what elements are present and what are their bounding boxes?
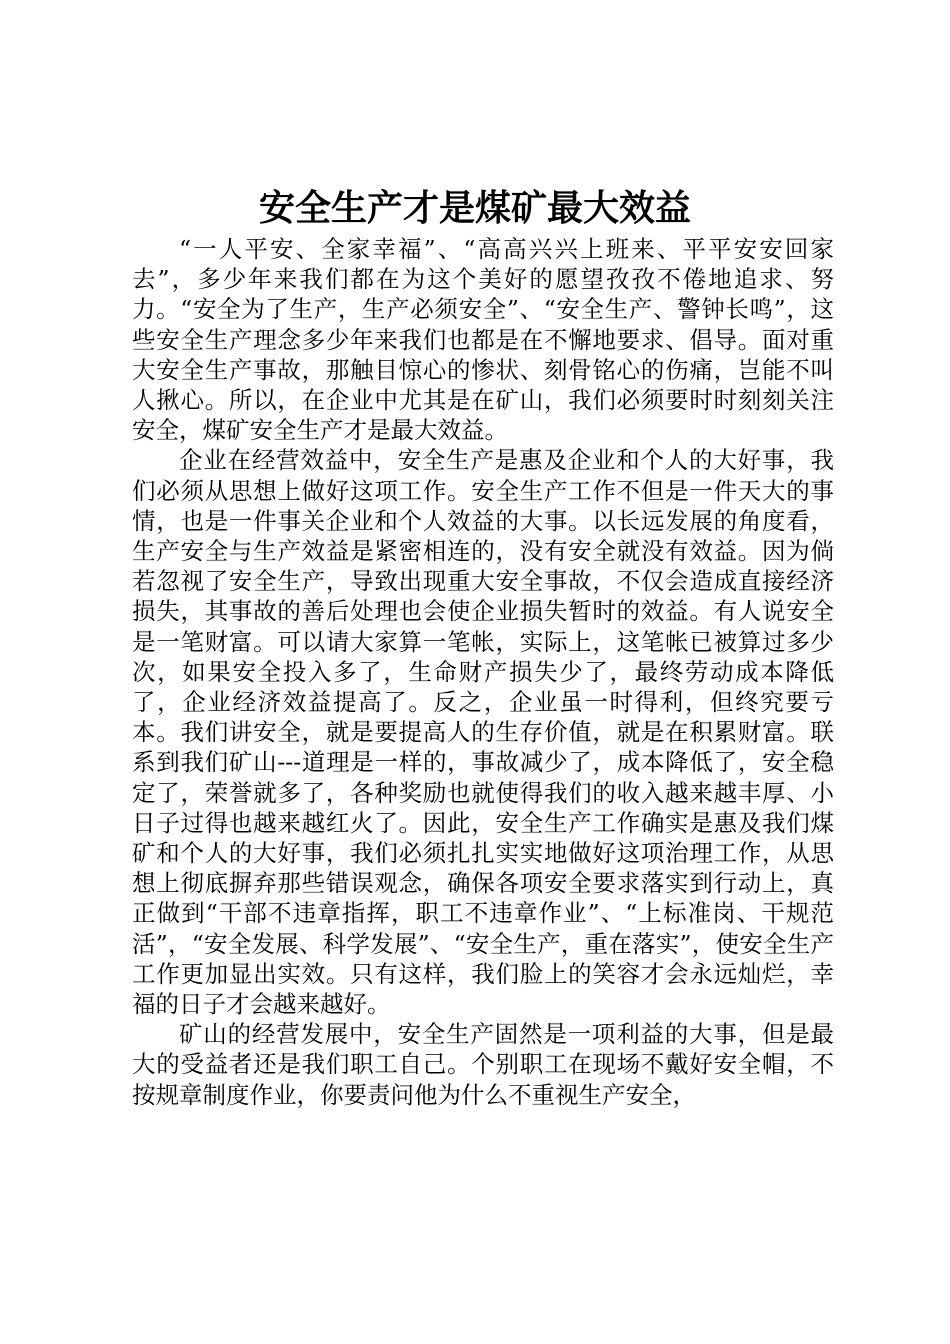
paragraph-1: “一人平安、全家幸福”、“高高兴兴上班来、平平安安回家去”，多少年来我们都在为这个美好的愿望孜孜不倦地追求、努力。“安全为了生产，生产必须安全”、“安全生产、警钟长鸣”，这些安全生产理念多少年来我们也都是在不懈地要求、倡导。面对重大安全生产事故，那触目惊心的惨状、刻骨铭心的伤痛，岂能不叫人揪心。所以，在企业中尤其是在矿山，我们必须要时时刻刻关注安全，煤矿安全生产才是最大效益。 [132,235,834,445]
document-body [132,234,834,1110]
paragraph-2: 企业在经营效益中，安全生产是惠及企业和个人的大好事，我们必须从思想上做好这项工作。安全生产工作不但是一件天大的事情，也是一件事关企业和个人效益的大事。以长远发展的角度看，生产安全与生产效益是紧密相连的，没有安全就没有效益。因为倘若忽视了安全生产，导致出现重大安全事故，不仅会造成直接经济损失，其事故的善后处理也会使企业损失暂时的效益。有人说安全是一笔财富。可以请大家算一笔帐，实际上，这笔帐已被算过多少次，如果安全投入多了，生命财产损失少了，最终劳动成本降低了，企业经济效益提高了。反之，企业虽一时得利，但终究要亏本。我们讲安全，就是要提高人的生存价值，就是在积累财富。联系到我们矿山---道理是一样的，事故减少了，成本降低了，安全稳定了，荣誉就多了，各种奖励也就使得我们的收入越来越丰厚、小日子过得也越来越红火了。因此，安全生产工作确实是惠及我们煤矿和个人的大好事，我们必须扎扎实实地做好这项治理工作，从思想上彻底摒弃那些错误观念，确保各项安全要求落实到行动上，真正做到“干部不违章指挥，职工不违章作业”、“上标准岗、干规范活”，“安全发展、科学发展”、“安全生产，重在落实”，使安全生产工作更加显出实效。只有这样，我们脸上的笑容才会永远灿烂，幸福的日子才会越来越好。 [132,446,834,1019]
paragraph-3: 矿山的经营发展中，安全生产固然是一项利益的大事，但是最大的受益者还是我们职工自己。个别职工在现场不戴好安全帽，不按规章制度作业，你要责问他为什么不重视生产安全， [132,1020,834,1109]
document-title: 安全生产才是煤矿最大效益 [258,187,691,229]
